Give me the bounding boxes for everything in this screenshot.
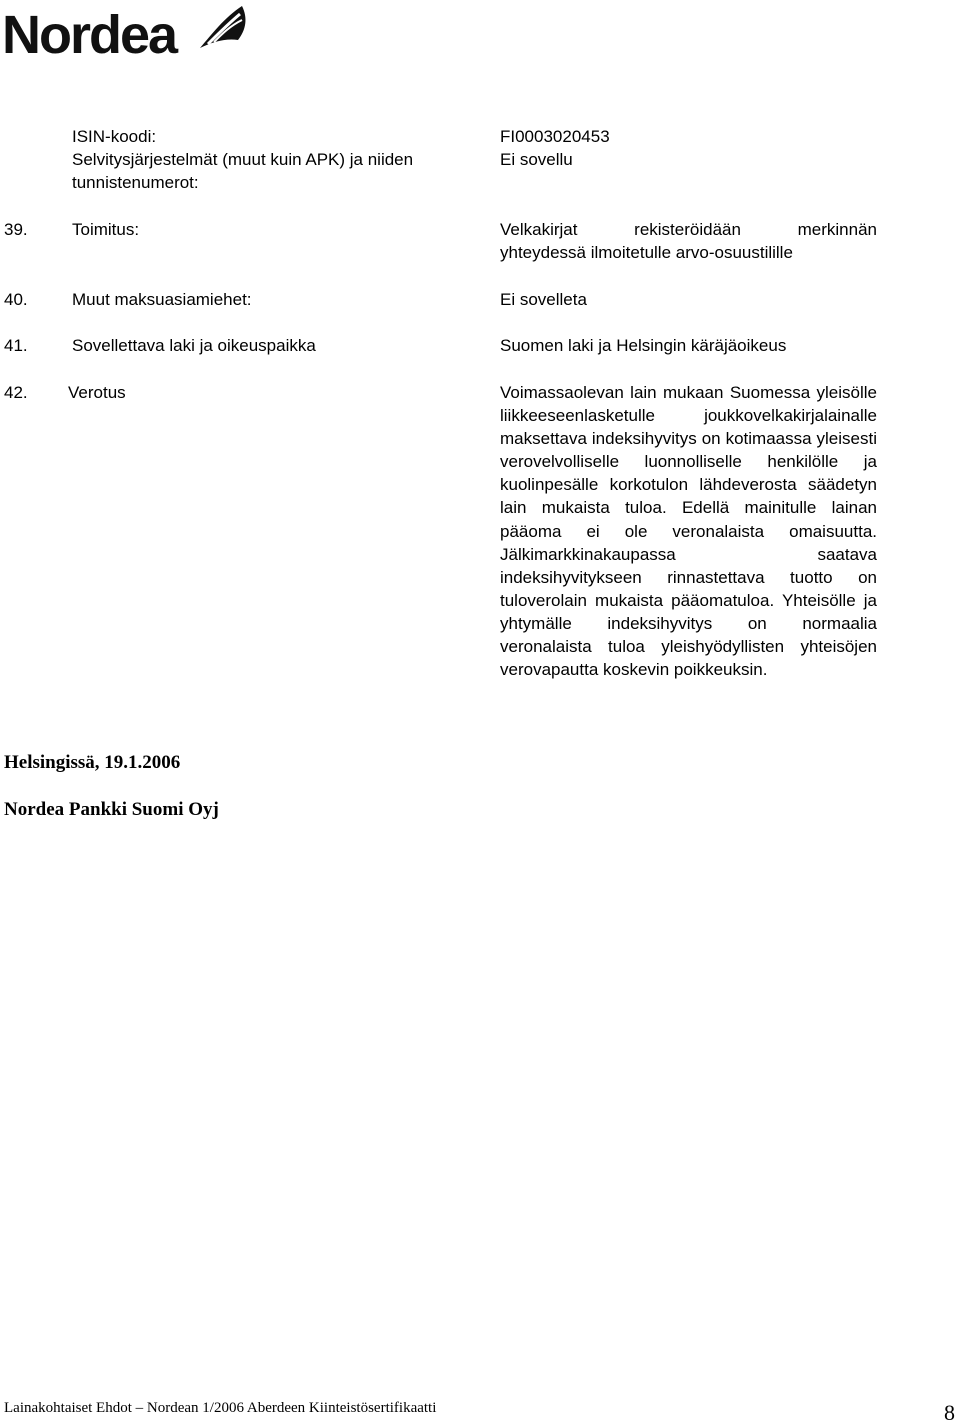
item-number-42: 42. [4,383,28,402]
item-value-delivery-line2: yhteydessä ilmoitetulle arvo-osuustilille [500,243,793,262]
item-value-delivery-line1: Velkakirjat rekisteröidään merkinnän [500,220,877,239]
page-number: 8 [944,1400,955,1425]
item-label-governing-law: Sovellettava laki ja oikeuspaikka [72,336,316,355]
clearing-value: Ei sovellu [500,150,573,169]
item-number-39: 39. [4,220,28,239]
clearing-label-line2: tunnistenumerot: [72,173,199,192]
signature-place-date: Helsingissä, 19.1.2006 [4,752,181,773]
item-label-paying-agents: Muut maksuasiamiehet: [72,290,252,309]
item-value-taxation: Voimassaolevan lain mukaan Suomessa yleisölle liikkeeseenlasketulle joukkovelkakirjalainalle maksettava indeksihyvitys on kotimaassa yleisesti verovelvolliselle luonnolliselle henkilölle ja kuolinpesälle korkotulon lähdeverosta säädetyn lain mukaista tuloa. Edellä mainitulle lainan pääoma ei ole veronalaista omaisuutta. Jälkimarkkinakaupassa saatava indeksihyvitykseen rinnastettava tuotto on tuloverolain mukaista pääomatuloa. Yhteisölle ja yhtymälle indeksihyvitys on normaalia veronalaista tuloa yleishyödyllisten yhteisöjen verovapautta koskevin poikkeuksin. [500,383,877,680]
signature-company: Nordea Pankki Suomi Oyj [4,799,219,820]
sail-logo-icon [190,4,250,52]
item-value-governing-law: Suomen laki ja Helsingin käräjäoikeus [500,336,787,355]
item-value-paying-agents: Ei sovelleta [500,290,587,309]
item-label-taxation: Verotus [68,383,126,402]
item-number-40: 40. [4,290,28,309]
logo-wordmark: Nordea [2,5,177,65]
isin-value: FI0003020453 [500,127,610,146]
item-label-delivery: Toimitus: [72,220,140,239]
item-number-41: 41. [4,336,28,355]
page-footer: Lainakohtaiset Ehdot – Nordean 1/2006 Aberdeen Kiinteistösertifikaatti [4,1400,437,1416]
isin-label: ISIN-koodi: [72,127,157,146]
clearing-label-line1: Selvitysjärjestelmät (muut kuin APK) ja niiden [72,150,414,169]
